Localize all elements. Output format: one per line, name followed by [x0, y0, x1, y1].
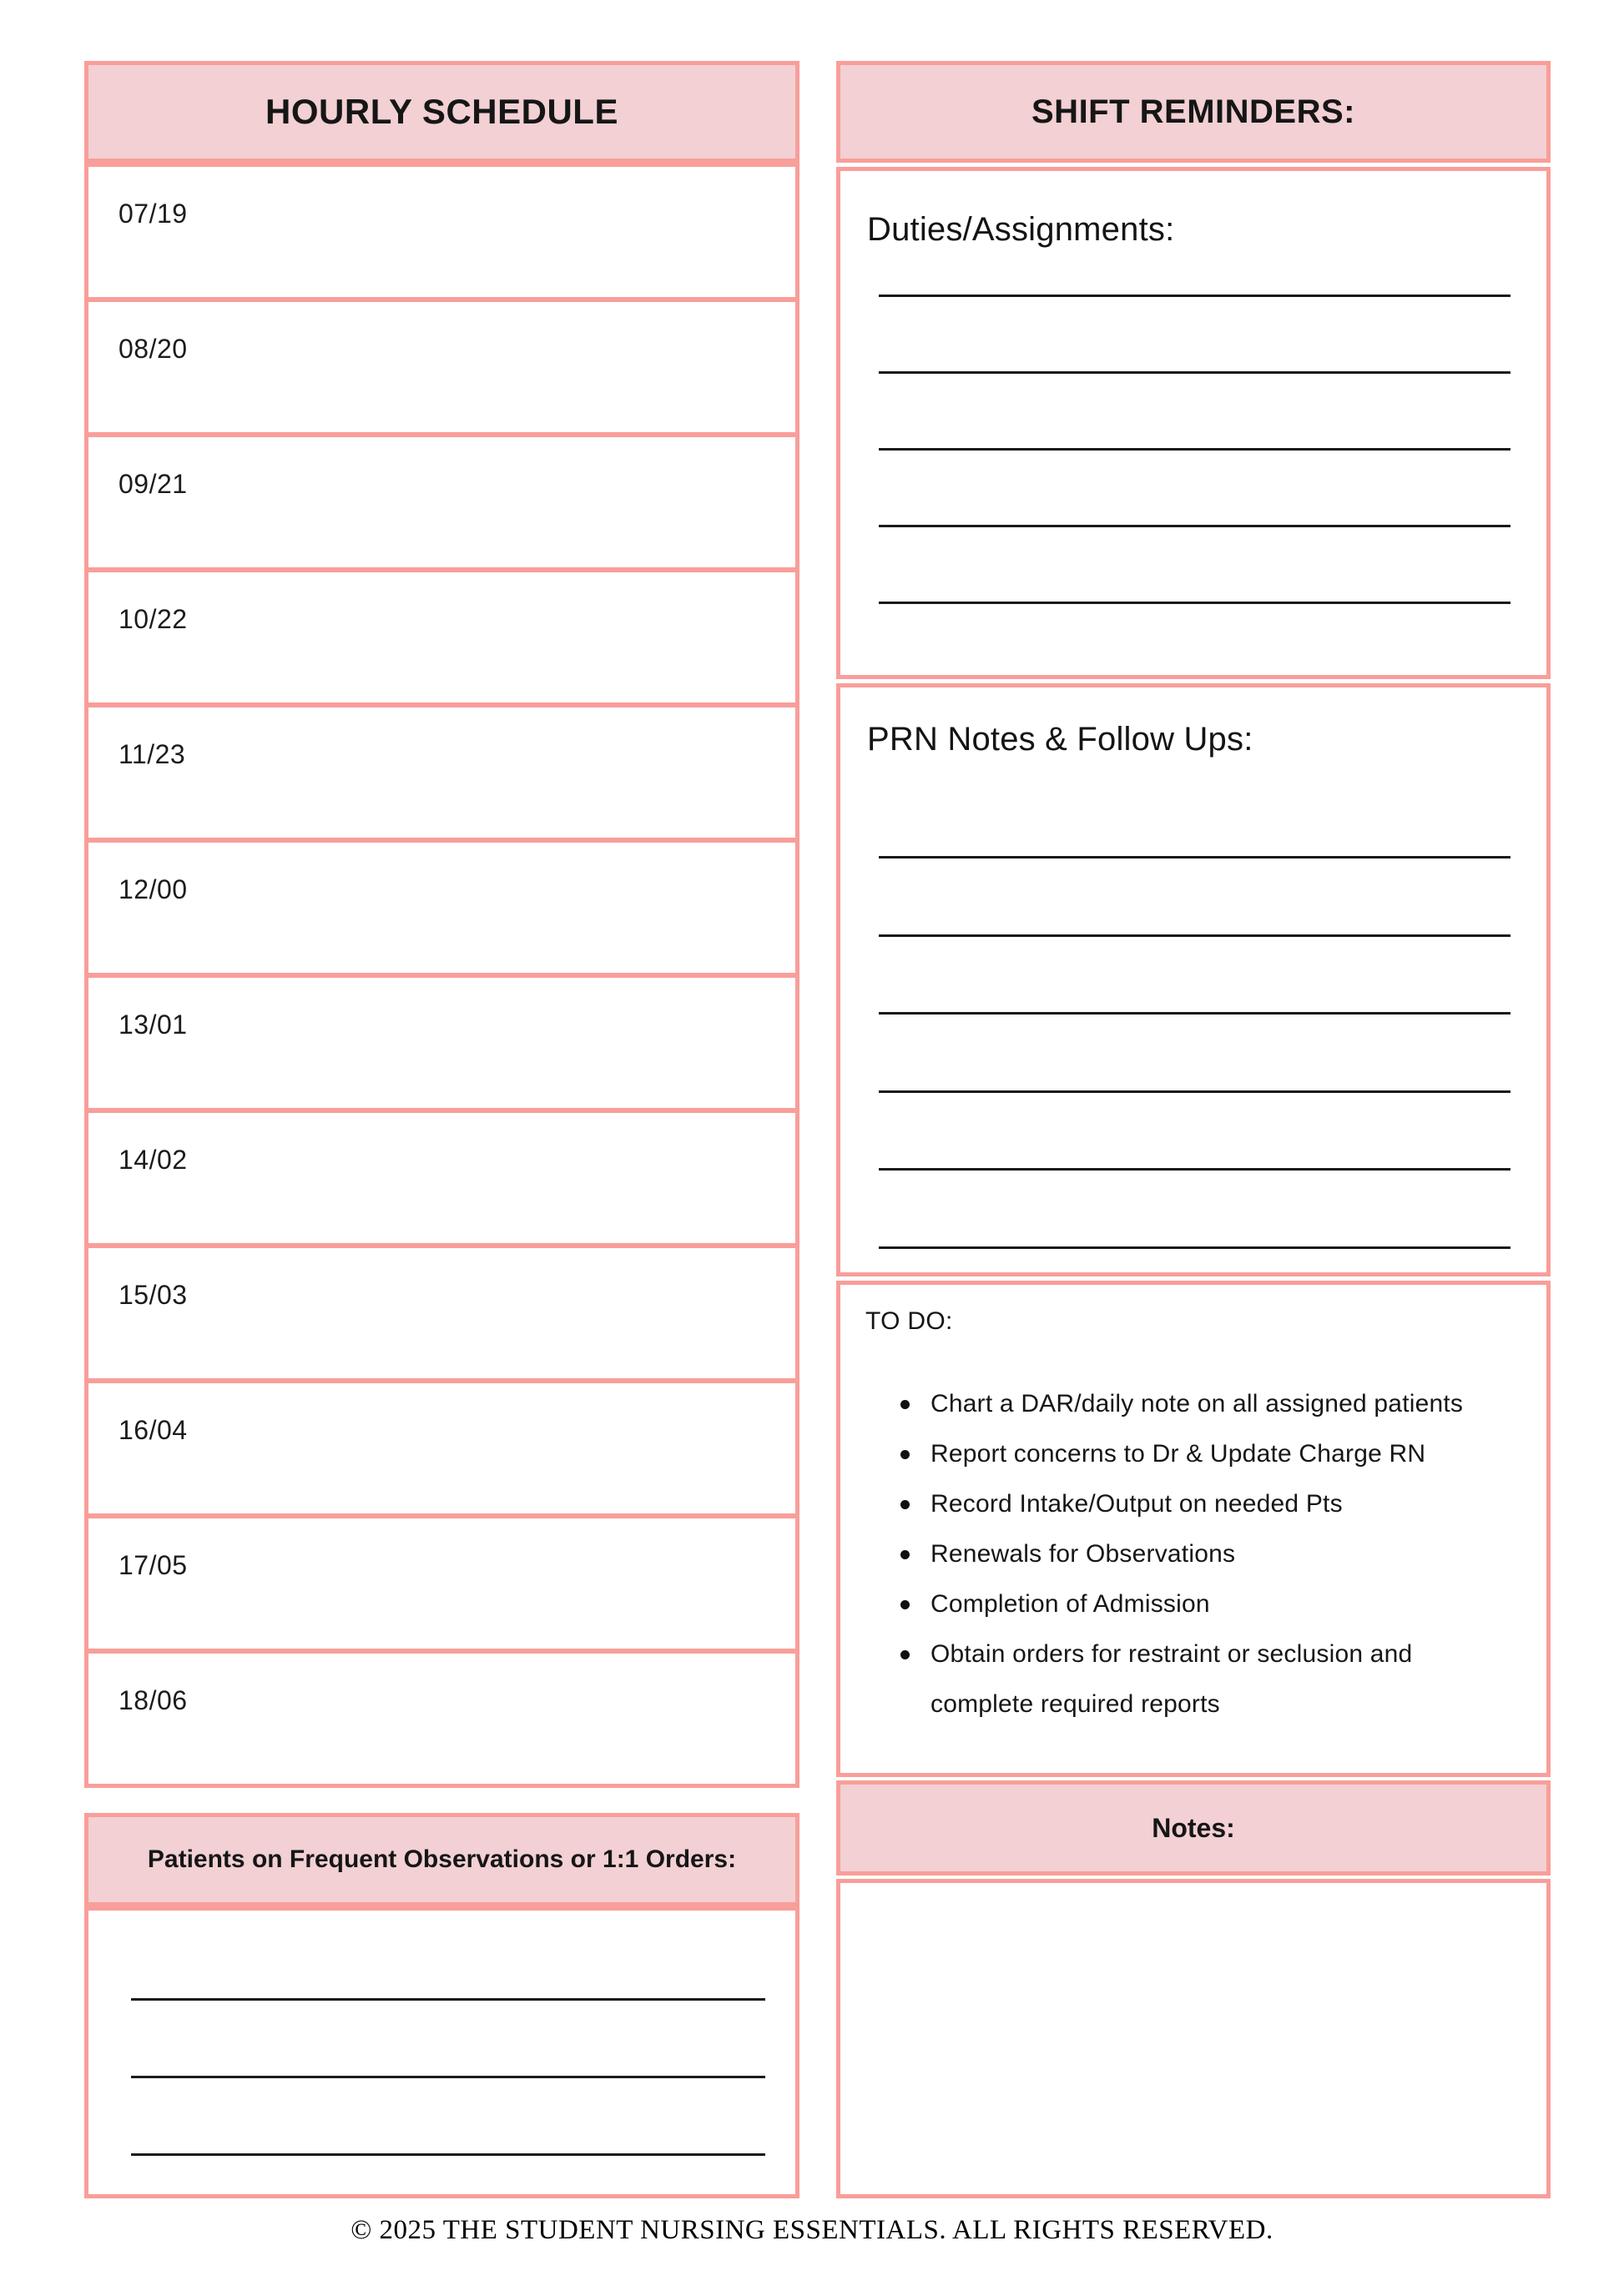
write-line	[879, 448, 1511, 451]
frequent-observations-title: Patients on Frequent Observations or 1:1 Orders:	[147, 1845, 737, 1873]
schedule-slot-label: 17/05	[119, 1550, 188, 1580]
schedule-slot-label: 16/04	[119, 1415, 188, 1445]
schedule-row	[88, 1649, 795, 1784]
hourly-schedule-table	[84, 163, 799, 1788]
write-line	[879, 525, 1511, 527]
duties-assignments-section	[836, 167, 1551, 679]
schedule-row	[88, 973, 795, 1108]
todo-item: Record Intake/Output on needed Pts	[900, 1479, 1506, 1529]
todo-item: Obtain orders for restraint or seclusion and complete required reports	[900, 1629, 1506, 1730]
hourly-schedule-title: HOURLY SCHEDULE	[265, 92, 618, 131]
schedule-slot-label: 12/00	[119, 874, 188, 904]
todo-item: Report concerns to Dr & Update Charge RN	[900, 1429, 1506, 1479]
write-line	[879, 1168, 1511, 1171]
write-line	[131, 1998, 765, 2001]
prn-notes-section	[836, 683, 1551, 1276]
write-line	[879, 1012, 1511, 1015]
copyright-footer: © 2025 THE STUDENT NURSING ESSENTIALS. ALL RIGHTS RESERVED.	[351, 2215, 1273, 2245]
schedule-row	[88, 1378, 795, 1513]
todo-item: Completion of Admission	[900, 1579, 1506, 1629]
schedule-slot-label: 10/22	[119, 604, 188, 634]
schedule-slot-label: 18/06	[119, 1685, 188, 1715]
schedule-slot-label: 11/23	[119, 739, 186, 769]
write-line	[879, 856, 1511, 858]
frequent-observations-writing-area	[84, 1906, 799, 2198]
write-line	[879, 1246, 1511, 1249]
schedule-slot-label: 08/20	[119, 334, 188, 364]
shift-reminders-title: SHIFT REMINDERS:	[1031, 93, 1355, 130]
write-line	[879, 1090, 1511, 1093]
todo-item: Renewals for Observations	[900, 1529, 1506, 1579]
duties-assignments-label: Duties/Assignments:	[867, 211, 1175, 248]
todo-section	[836, 1281, 1551, 1777]
schedule-row	[88, 567, 795, 702]
schedule-row	[88, 1108, 795, 1243]
prn-notes-label: PRN Notes & Follow Ups:	[867, 721, 1253, 758]
todo-list	[840, 1379, 1546, 1730]
schedule-row	[88, 1243, 795, 1378]
notes-writing-area	[836, 1879, 1551, 2198]
write-line	[879, 371, 1511, 374]
schedule-row	[88, 702, 795, 838]
notes-title: Notes:	[1152, 1812, 1235, 1843]
schedule-slot-label: 13/01	[119, 1010, 188, 1040]
schedule-slot-label: 09/21	[119, 469, 188, 499]
todo-item: Chart a DAR/daily note on all assigned patients	[900, 1379, 1506, 1429]
hourly-schedule-header	[84, 61, 799, 163]
todo-label: TO DO:	[865, 1307, 953, 1335]
write-line	[131, 2076, 765, 2078]
schedule-row	[88, 432, 795, 567]
write-line	[131, 2153, 765, 2156]
schedule-slot-label: 07/19	[119, 199, 188, 229]
schedule-row	[88, 167, 795, 297]
write-line	[879, 602, 1511, 604]
write-line	[879, 295, 1511, 297]
schedule-slot-label: 14/02	[119, 1145, 188, 1175]
frequent-observations-header	[84, 1813, 799, 1906]
schedule-row	[88, 838, 795, 973]
schedule-slot-label: 15/03	[119, 1280, 188, 1310]
write-line	[879, 934, 1511, 937]
schedule-row	[88, 1513, 795, 1649]
notes-header	[836, 1780, 1551, 1876]
shift-reminders-header	[836, 61, 1551, 163]
schedule-row	[88, 297, 795, 432]
